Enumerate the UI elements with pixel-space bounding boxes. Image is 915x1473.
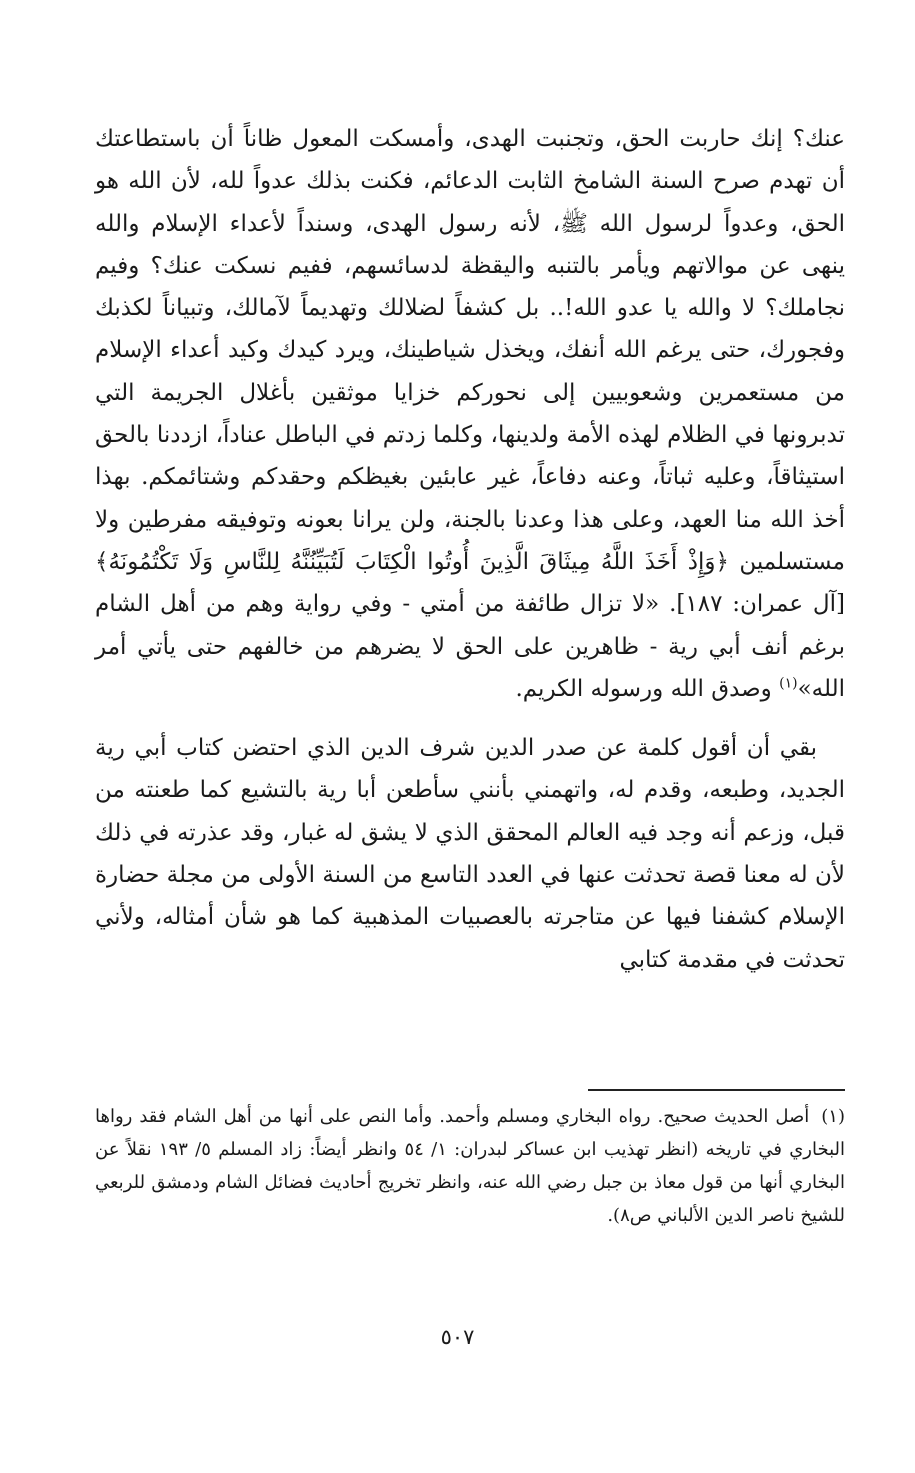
footnote-1-text: أصل الحديث صحيح. رواه البخاري ومسلم وأحمد. وأما النص على أنها من أهل الشام فقد رواها البخاري في تاريخه (انظر تهذيب ابن عساكر لبدران: ١/ ٥٤ وانظر أيضاً: زاد المسلم ٥/ ١٩٣ نقلاً عن البخاري أنها من قول معاذ بن جبل رضي الله عنه، وانظر تخريج أحاديث فضائل الشام ودمشق للربعي للشيخ ناصر الدين الألباني ص٨).	[95, 1106, 846, 1226]
footnote-reference[interactable]: (١)	[779, 675, 798, 692]
verse-reference: [آل عمران: ١٨٧].	[669, 591, 845, 618]
page-number: ٥٠٧	[440, 1325, 475, 1349]
paragraph-1-ending: وصدق الله ورسوله الكريم.	[515, 675, 772, 702]
main-text	[95, 118, 845, 981]
paragraph-1-text: عنك؟ إنك حاربت الحق، وتجنبت الهدى، وأمسكت المعول ظاناً أن باستطاعتك أن تهدم صرح السنة الشامخ الثابت الدعائم، فكنت بذلك عدواً لله، لأن الله هو الحق، وعدواً لرسول الله ﷺ، لأنه رسول الهدى، وسنداً لأعداء الإسلام والله ينهى عن موالاتهم ويأمر بالتنبه واليقظة لدسائسهم، ففيم نسكت عنك؟ وفيم نجاملك؟ لا والله يا عدو الله!.. بل كشفاً لضلالك وتهديماً لآمالك، وتبياناً لكذبك وفجورك، حتى يرغم الله أنفك، ويخذل شياطينك، ويرد كيدك وكيد أعداء الإسلام من مستعمرين وشعوبيين إلى نحوركم خزايا موثقين بأغلال الجريمة التي تدبرونها في الظلام لهذه الأمة ولدينها، وكلما زدتم في الباطل عناداً، ازددنا بالحق استيثاقاً، وعليه ثباتاً، وعنه دفاعاً، غير عابئين بغيظكم وحقدكم وشتائمكم. بهذا أخذ الله منا العهد، وعلى هذا وعدنا بالجنة، ولن يرانا بعونه وتوفيقه مفرطين ولا مستسلمين	[95, 126, 845, 575]
footnotes	[95, 1100, 845, 1232]
footnote-1	[95, 1100, 845, 1232]
footnote-separator	[588, 1089, 845, 1091]
paragraph-2	[95, 727, 845, 981]
footnote-1-mark: (١)	[821, 1106, 845, 1127]
hadith-quote: «لا تزال طائفة من أمتي - وفي رواية وهم من أهل الشام برغم أنف أبي رية - ظاهرين على الحق لا يضرهم من خالفهم حتى يأتي أمر الله»	[95, 591, 845, 702]
paragraph-continued	[95, 118, 845, 710]
quran-verse: ﴿وَإِذْ أَخَذَ اللَّهُ مِيثَاقَ الَّذِينَ أُوتُوا الْكِتَابَ لَتُبَيِّنُنَّهُ لِلنَّاسِ وَلَا تَكْتُمُونَهُ﴾	[95, 548, 729, 575]
paragraph-2-text: بقي أن أقول كلمة عن صدر الدين شرف الدين الذي احتضن كتاب أبي رية الجديد، وطبعه، وقدم له، واتهمني بأنني سأطعن أبا رية بالتشيع كما طعنته من قبل، وزعم أنه وجد فيه العالم المحقق الذي لا يشق له غبار، وقد عذرته في ذلك لأن له معنا قصة تحدثت عنها في العدد التاسع من السنة الأولى من مجلة حضارة الإسلام كشفنا فيها عن متاجرته بالعصبيات المذهبية كما هو شأن أمثاله، ولأني تحدثت في مقدمة كتابي	[95, 735, 845, 973]
